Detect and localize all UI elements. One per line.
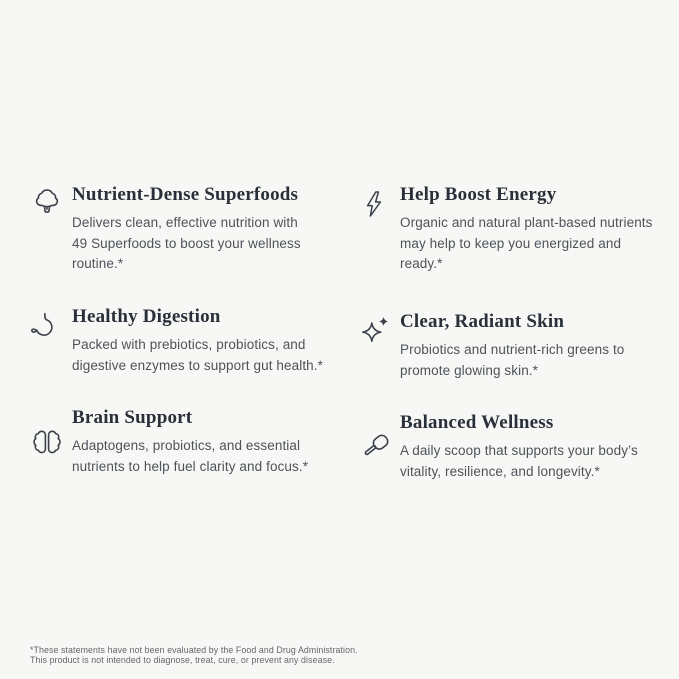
feature-title: Brain Support bbox=[72, 407, 193, 428]
fda-disclaimer bbox=[30, 645, 358, 665]
feature-balanced-wellness bbox=[358, 412, 658, 482]
feature-title: Clear, Radiant Skin bbox=[400, 311, 565, 332]
feature-description: Delivers clean, effective nutrition with 49 Superfoods to boost your wellness routine.* bbox=[72, 215, 301, 272]
lightning-bolt-icon bbox=[358, 188, 400, 220]
feature-description: Adaptogens, probiotics, and essential nutrients to help fuel clarity and focus.* bbox=[72, 438, 309, 474]
feature-nutrient-dense-superfoods bbox=[30, 184, 330, 275]
fda-disclaimer-line1: *These statements have not been evaluated by the Food and Drug Administration. bbox=[30, 645, 358, 655]
feature-description: Packed with prebiotics, probiotics, and digestive enzymes to support gut health.* bbox=[72, 337, 323, 373]
feature-title: Healthy Digestion bbox=[72, 306, 221, 327]
feature-description: A daily scoop that supports your body’s vitality, resilience, and longevity.* bbox=[400, 443, 638, 479]
feature-title: Help Boost Energy bbox=[400, 184, 557, 205]
feature-title: Nutrient-Dense Superfoods bbox=[72, 184, 299, 205]
feature-title: Balanced Wellness bbox=[400, 412, 554, 433]
feature-brain-support bbox=[30, 407, 330, 477]
feature-description: Organic and natural plant-based nutrients may help to keep you energized and ready.* bbox=[400, 215, 653, 272]
sparkles-icon bbox=[358, 313, 400, 347]
brain-icon bbox=[30, 426, 72, 460]
feature-help-boost-energy bbox=[358, 184, 658, 275]
feature-clear-radiant-skin bbox=[358, 311, 658, 381]
feature-healthy-digestion bbox=[30, 306, 330, 376]
broccoli-icon bbox=[30, 186, 72, 220]
stomach-icon bbox=[30, 310, 72, 344]
scoop-icon bbox=[358, 428, 400, 462]
feature-description: Probiotics and nutrient-rich greens to promote glowing skin.* bbox=[400, 342, 625, 378]
fda-disclaimer-line2: This product is not intended to diagnose, treat, cure, or prevent any disease. bbox=[30, 655, 335, 666]
